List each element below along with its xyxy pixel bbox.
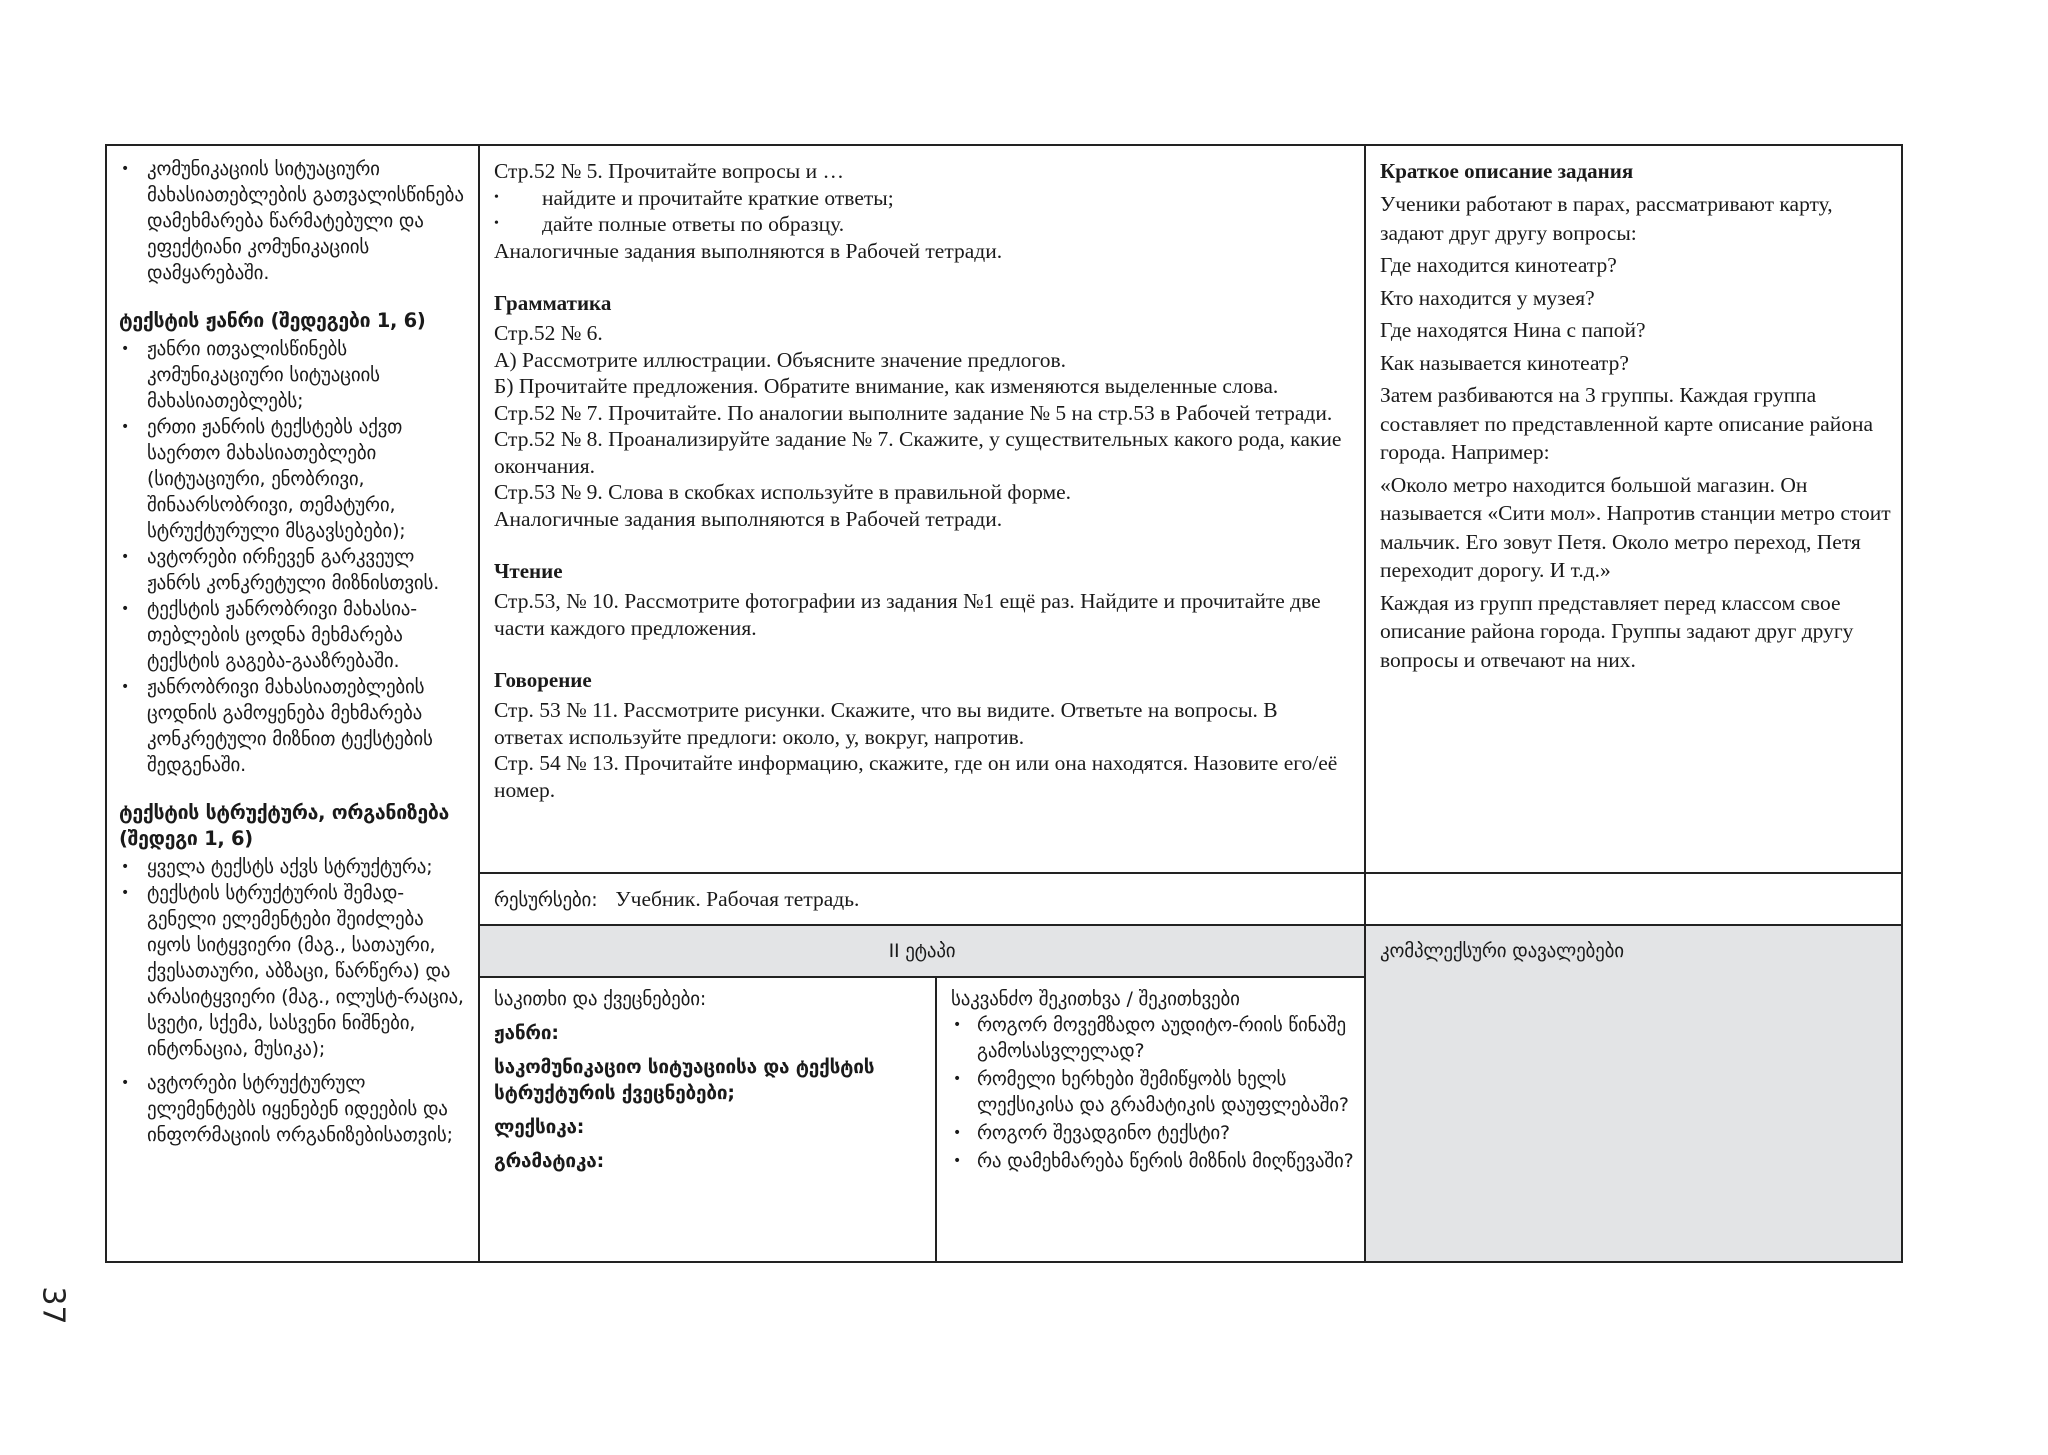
description-paragraph: Ученики работают в парах, рассматривают карту, задают друг другу вопросы:: [1380, 192, 1833, 245]
learning-outcomes-column: [107, 146, 480, 1261]
key-questions-cell: [937, 978, 1366, 1261]
task-5-bullets: [494, 185, 1352, 238]
list-item: • ავტორები ირჩევენ გარკვეულ ჟანრს კონკრეტული მიზნისთვის.: [119, 544, 464, 596]
reading-block: [494, 588, 1352, 641]
description-paragraph: Кто находится у музея?: [1380, 285, 1595, 310]
list-item: • ტექსტის სტრუქტურის შემად-გენელი ელემენტები შეიძლება იყოს სიტყვიერი (მაგ., სათაური, ქვესათაური, აბზაცი, წარწერა) და არასიტყვიერი (მაგ., ილუსტ-რაცია, სვეტი, სქემა, სასვენი ნიშნები, ინტონაცია, მუსიკა);: [119, 880, 464, 1062]
resources-label: რესურსები:: [494, 889, 598, 911]
list-item: • როგორ შევადგინო ტექსტი?: [951, 1120, 1354, 1146]
complex-tasks-label: კომპლექსური დავალებები: [1380, 940, 1624, 962]
genre-label: ჟანრი:: [494, 1022, 559, 1044]
grammar-line: Стр.52 № 7. Прочитайте. По аналогии выполните задание № 5 на стр.53 в Рабочей тетради.: [494, 400, 1333, 425]
grammar-label: გრამატიკა:: [494, 1150, 604, 1172]
list-item: • дайте полные ответы по образцу.: [494, 211, 1352, 238]
speaking-heading: Говорение: [494, 668, 592, 692]
lesson-plan-table: [105, 144, 1903, 1263]
list-item: • კომუნიკაციის სიტუაციური მახასიათებლების გათვალისწინება დამეხმარება წარმატებული და ეფექტიანი კომუნიკაციის დამყარებაში.: [119, 156, 464, 286]
description-paragraph: Каждая из групп представляет перед классом свое описание района города. Группы задают друг другу вопросы и отвечают на них.: [1380, 590, 1854, 672]
intro-bullet-list: [119, 156, 464, 286]
list-item: • ერთი ჟანრის ტექსტებს აქვთ საერთო მახასიათებლები (სიტუაციური, ენობრივი, შინაარსობრივი, თემატური, სტრუქტურული მსგავსებები);: [119, 414, 464, 544]
speaking-block: [494, 697, 1352, 803]
task-5-block: [494, 158, 1352, 264]
grammar-line: Стр.53 № 9. Слова в скобках используйте в правильной форме.: [494, 480, 1072, 504]
key-questions-list: [951, 1012, 1354, 1174]
reading-line: Стр.53, № 10. Рассмотрите фотографии из задания №1 ещё раз. Найдите и прочитайте две части каждого предложения.: [494, 589, 1321, 640]
speaking-line: Стр. 54 № 13. Прочитайте информацию, скажите, где он или она находятся. Назовите его/её номер.: [494, 751, 1338, 802]
lexicon-label: ლექსიკა:: [494, 1116, 585, 1138]
list-item: • როგორ მოვემზადო აუდიტო-რიის წინაშე გამოსასვლელად?: [951, 1012, 1354, 1064]
key-questions-heading: საკვანძო შეკითხვა / შეკითხვები: [951, 988, 1240, 1010]
genre-section-heading: ტექსტის ჟანრი (შედეგები 1, 6): [119, 309, 426, 332]
resources-value: Учебник. Рабочая тетрадь.: [615, 887, 860, 911]
list-item: • რა დამეხმარება წერის მიზნის მიღწევაში?: [951, 1148, 1354, 1174]
grammar-line: А) Рассмотрите иллюстрации. Объясните значение предлогов.: [494, 347, 1066, 372]
stage-2-header: [480, 926, 1366, 978]
reading-heading: Чтение: [494, 559, 563, 583]
resources-row: [480, 874, 1366, 926]
page-number: 37: [35, 1286, 71, 1325]
task-description-heading: Краткое описание задания: [1380, 159, 1634, 183]
description-paragraph: Как называется кинотеатр?: [1380, 350, 1629, 375]
list-item: • ავტორები სტრუქტურულ ელემენტებს იყენებენ იდეების და ინფორმაციის ორგანიზებისათვის;: [119, 1070, 464, 1148]
speaking-line: Стр. 53 № 11. Рассмотрите рисунки. Скажите, что вы видите. Ответьте на вопросы. В ответах используйте предлоги: около, у, вокруг, напротив.: [494, 698, 1278, 749]
grammar-line: Стр.52 № 8. Проанализируйте задание № 7. Скажите, у существительных какого рода, какие окончания.: [494, 427, 1342, 478]
list-item: • ყველა ტექსტს აქვს სტრუქტურა;: [119, 854, 464, 880]
list-item: • ტექსტის ჟანრობრივი მახასია-თებლების ცოდნა მეხმარება ტექსტის გაგება-გააზრებაში.: [119, 596, 464, 674]
topics-and-subconcepts-cell: [480, 978, 937, 1261]
list-item: • ჟანრი ითვალისწინებს კომუნიკაციური სიტუაციის მახასიათებლებს;: [119, 336, 464, 414]
description-paragraph: Где находится кинотеатр?: [1380, 253, 1617, 277]
topics-heading: საკითხი და ქვეცნებები:: [494, 988, 707, 1010]
description-paragraph: Затем разбиваются на 3 группы. Каждая группа составляет по представленной карте описание района города. Например:: [1380, 383, 1874, 464]
genre-value: საკომუნიკაციო სიტუაციისა და ტექსტის სტრუქტურის ქვეცნებები;: [494, 1056, 875, 1104]
grammar-block: [494, 320, 1352, 532]
grammar-line: Аналогичные задания выполняются в Рабочей тетради.: [494, 506, 1003, 531]
list-item: • რომელი ხერხები შემიწყობს ხელს ლექსიკისა და გრამატიკის დაუფლებაში?: [951, 1066, 1354, 1118]
description-paragraph: Где находятся Нина с папой?: [1380, 318, 1646, 342]
structure-bullet-list: [119, 854, 464, 1148]
stage-2-title: II ეტაპი: [888, 940, 956, 962]
activities-column: [480, 146, 1366, 874]
task-5-title: Стр.52 № 5. Прочитайте вопросы и …: [494, 159, 844, 183]
grammar-line: Стр.52 № 6.: [494, 321, 603, 345]
task-description-column: [1366, 146, 1901, 874]
grammar-heading: Грамматика: [494, 291, 612, 315]
task-5-note: Аналогичные задания выполняются в Рабочей тетради.: [494, 238, 1003, 263]
structure-section-heading: ტექსტის სტრუქტურა, ორგანიზება (შედეგი 1, 6): [119, 801, 450, 850]
grammar-line: Б) Прочитайте предложения. Обратите внимание, как изменяются выделенные слова.: [494, 374, 1279, 398]
genre-bullet-list: [119, 336, 464, 778]
complex-tasks-cell: [1366, 926, 1901, 1261]
resources-empty-cell: [1366, 874, 1901, 926]
list-item: • найдите и прочитайте краткие ответы;: [494, 185, 1352, 212]
description-paragraph: «Около метро находится большой магазин. Он называется «Сити мол». Напротив станции метро стоит мальчик. Его зовут Петя. Около метро переход, Петя переходит дорогу. И т.д.»: [1380, 472, 1891, 582]
list-item: • ჟანრობრივი მახასიათებლების ცოდნის გამოყენება მეხმარება კონკრეტული მიზნით ტექსტების შედგენაში.: [119, 674, 464, 778]
